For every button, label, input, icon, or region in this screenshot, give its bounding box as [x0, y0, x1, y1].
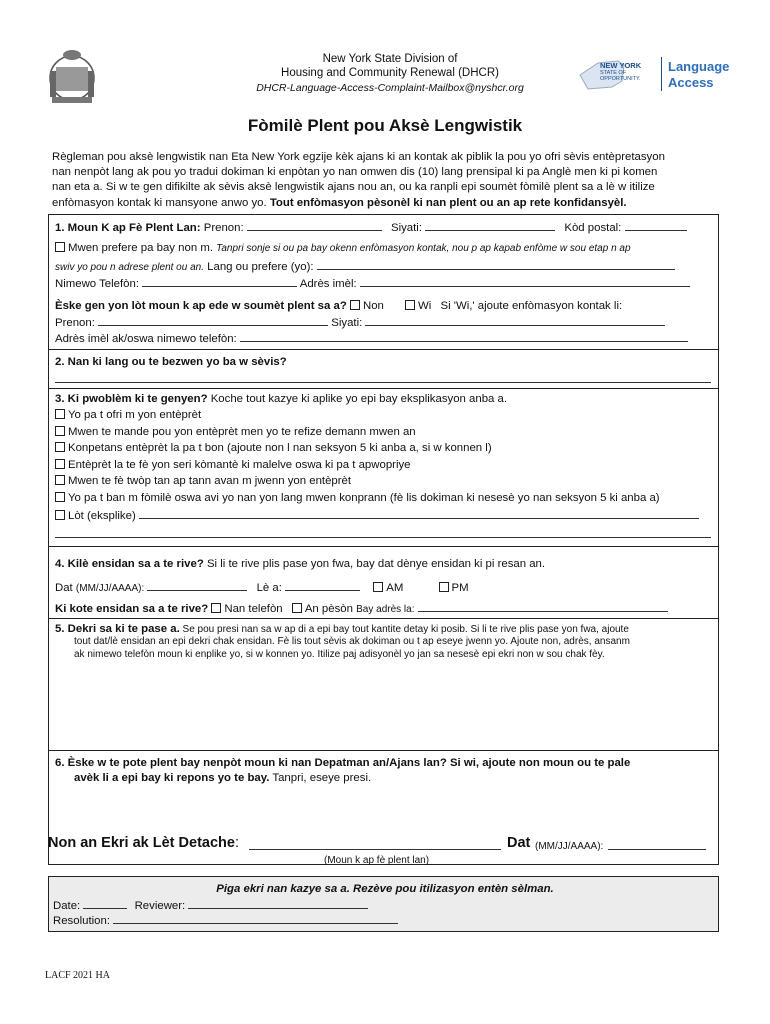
section6-question: avèk li a epi bay ki repons yo te bay.	[74, 772, 270, 784]
section3-title: 3. Ki pwoblèm ki te genyen?	[55, 393, 208, 405]
anonymous-note: Tanpri sonje si ou pa bay okenn enfòmasyon kontak, nou p ap kapab enfòme w sou etap n ap	[216, 243, 631, 254]
address-field[interactable]	[418, 601, 668, 612]
problem-option-label: Mwen te fè twòp tan ap tann avan m jwenn yon entèprèt	[68, 475, 352, 487]
am-label: AM	[386, 582, 404, 594]
section4-title: 4. Kilè ensidan sa a te rive?	[55, 558, 204, 570]
signature-date-label: Dat	[507, 835, 531, 851]
logo-sub2: OPPORTUNITY.	[600, 76, 641, 82]
last-name-field[interactable]	[425, 220, 555, 231]
language-preference-field[interactable]	[317, 259, 675, 270]
nys-seal-image	[42, 45, 102, 107]
section1-row7	[55, 331, 688, 346]
intro-line-3: nan eta a. Si w te gen difikilte ak sèvis aksè lengwistik ajans nou an, ou ka ranpli epi soumèt fòmilè plent sa a lè w itilize	[52, 181, 655, 194]
email-label: Adrès imèl:	[299, 278, 357, 290]
section5-instruction-3: ak nimewo telefòn moun ki enplike yo, si w konnen yo. Itilize paj adisyonèl yo jan sa nesesè epi ekri non w sou chak fèy.	[74, 649, 605, 660]
problem-option[interactable]	[55, 458, 411, 472]
language-preference-label: Lang ou prefere (yo):	[207, 261, 314, 273]
phone-label: Nimewo Telefòn:	[55, 278, 139, 290]
problem-option-label: Mwen te mande pou yon entèprèt men yo te refize demann mwen an	[68, 426, 416, 438]
section-divider	[48, 618, 719, 619]
incident-date-label: Dat	[55, 582, 73, 594]
section3-heading	[55, 392, 507, 406]
section6-instruction: Tanpri, eseye presi.	[269, 772, 372, 784]
office-row1	[53, 898, 368, 913]
intro-line-4-text: enfòmasyon kontak ki mansyone anwo yo.	[52, 196, 270, 209]
description-area[interactable]	[52, 664, 714, 746]
problem-checkbox[interactable]	[55, 409, 65, 419]
last-name-label: Siyati:	[390, 222, 423, 234]
problem-option[interactable]	[55, 474, 351, 488]
email-field[interactable]	[360, 276, 690, 287]
agency-email: DHCR-Language-Access-Complaint-Mailbox@nyshcr.org	[256, 82, 524, 94]
intro-line-4	[52, 196, 732, 211]
section1-row6	[55, 315, 665, 330]
pm-label: PM	[451, 582, 469, 594]
helper-last-name-field[interactable]	[365, 315, 665, 326]
problem-checkbox[interactable]	[55, 426, 65, 436]
section4-instruction: Si li te rive plis pase yon fwa, bay dat dènye ensidan ki pi resan an.	[203, 558, 546, 570]
problem-option-label: Yo pa t ofri m yon entèprèt	[68, 409, 202, 421]
signature-row: Non an Ekri ak Lèt Detache:	[48, 835, 239, 851]
helper-last-name-label: Siyati:	[331, 317, 363, 329]
incident-date-field[interactable]	[147, 580, 247, 591]
problem-checkbox[interactable]	[55, 492, 65, 502]
section-divider	[48, 546, 719, 547]
logo-state: NEW YORK	[600, 61, 642, 70]
section1-row1	[55, 220, 687, 235]
logo-sub1: STATE OF	[600, 70, 627, 76]
signature-date-field[interactable]	[608, 849, 706, 850]
problem-checkbox[interactable]	[55, 459, 65, 469]
helper-question: Èske gen yon lòt moun k ap ede w soumèt plent sa a?	[55, 300, 347, 312]
section-divider	[48, 750, 719, 751]
problem-option[interactable]	[55, 508, 699, 523]
helper-contact-label: Adrès imèl ak/oswa nimewo telefòn:	[55, 333, 237, 345]
problem-option-label: Lòt (eksplike)	[68, 510, 136, 522]
section1-heading: 1. Moun K ap Fè Plent Lan:	[55, 222, 201, 234]
intro-line-1: Règleman pou aksè lengwistik nan Eta New York egzije kèk ajans ki an kontak ak piblik la pou yo ofri sèvis entèpretasyon	[52, 151, 665, 163]
problem-option-label: Konpetans entèprèt la pa t bon (ajoute non l nan seksyon 5 ki anba a, si w konnen l)	[68, 442, 492, 454]
other-explain-field-2[interactable]	[55, 537, 711, 538]
confidential-notice: Tout enfòmasyon pèsonèl ki nan plent ou an ap rete konfidansyèl.	[269, 196, 627, 209]
section4-row3	[55, 601, 668, 617]
address-label: Bay adrès la:	[356, 604, 415, 615]
printed-name-field[interactable]	[249, 849, 501, 850]
form-title: Fòmilè Plent pou Aksè Lengwistik	[247, 116, 523, 135]
section5-instruction-1: Se pou presi nan sa w ap di a epi bay tout kantite detay ki posib. Si li te rive plis pase yon fwa, ajoute	[179, 624, 629, 635]
section2-answer-field[interactable]	[55, 382, 711, 383]
problem-option[interactable]	[55, 408, 201, 422]
helper-contact-field[interactable]	[240, 331, 688, 342]
intro-line-2: nan nenpòt lang ak pou yo tradui dokiman ki enpòtan yo nan omwen dis (10) lang prensipal ki pa Anglè men ki pi komen	[52, 166, 658, 179]
section-divider	[48, 388, 719, 389]
section4-row2	[55, 580, 469, 596]
problem-option[interactable]	[55, 441, 492, 455]
in-person-label: An pèsòn	[304, 603, 353, 615]
problem-option[interactable]	[55, 491, 660, 505]
section4-heading	[55, 557, 545, 571]
section5-title: 5. Dekri sa ki te pase a.	[55, 623, 180, 635]
other-explain-field[interactable]	[139, 508, 699, 519]
problem-checkbox[interactable]	[55, 510, 65, 520]
prior-complaint-area[interactable]	[52, 788, 714, 828]
office-resolution-field[interactable]	[113, 913, 398, 924]
problem-option[interactable]	[55, 425, 416, 439]
anonymous-label: Mwen prefere pa bay non m.	[68, 242, 213, 254]
printed-name-label: Non an Ekri ak Lèt Detache	[48, 835, 235, 851]
printed-name-sublabel: (Moun k ap fè plent lan)	[324, 855, 430, 866]
anonymous-checkbox[interactable]	[55, 242, 65, 252]
helper-yes-instruction: Si 'Wi,' ajoute enfòmasyon kontak li:	[440, 300, 623, 312]
office-resolution-label: Resolution:	[53, 915, 110, 927]
problem-option-label: Entèprèt la te fè yon seri kòmantè ki malelve oswa ki pa t apwopriye	[68, 459, 411, 471]
office-date-label: Date:	[53, 900, 81, 912]
helper-first-name-field[interactable]	[98, 315, 328, 326]
problem-checkbox[interactable]	[55, 475, 65, 485]
zip-field[interactable]	[625, 220, 687, 231]
logo-text-access: Access	[668, 75, 714, 90]
incident-time-field[interactable]	[285, 580, 360, 591]
first-name-label: Prenon:	[203, 222, 244, 234]
section-divider	[48, 349, 719, 350]
by-phone-label: Nan telefòn	[224, 603, 283, 615]
section6-line1: 6. Èske w te pote plent bay nenpòt moun ki nan Depatman an/Ajans lan? Si wi, ajoute non moun ou te pale	[55, 757, 631, 769]
section1-row3	[55, 259, 675, 275]
section1-row4	[55, 276, 690, 291]
in-person-checkbox[interactable]	[292, 603, 302, 613]
office-reviewer-label: Reviewer:	[134, 900, 186, 912]
intro-paragraph	[52, 150, 732, 211]
section1-row2	[55, 241, 631, 256]
helper-yes-checkbox[interactable]	[405, 300, 415, 310]
section6-line2	[74, 771, 371, 785]
incident-time-label: Lè a:	[256, 582, 282, 594]
signature-date-format: (MM/JJ/AAAA):	[535, 841, 604, 852]
section3-instruction: Koche tout kazye ki aplike yo epi bay eksplikasyon anba a.	[207, 393, 508, 405]
anonymous-note-2: swiv yo pou n adrese plent ou an.	[55, 262, 204, 273]
incident-location-label: Ki kote ensidan sa a te rive?	[55, 603, 209, 615]
incident-date-format: (MM/JJ/AAAA):	[75, 583, 145, 594]
am-checkbox[interactable]	[373, 582, 383, 592]
logo-text-language: Language	[668, 59, 730, 74]
problem-option-label: Yo pa t ban m fòmilè oswa avi yo nan yon lang mwen konprann (fè lis dokiman ki nesesè yo nan seksyon 5 ki anba a)	[68, 492, 660, 504]
helper-first-name-label: Prenon:	[55, 317, 95, 329]
office-reviewer-field[interactable]	[188, 898, 368, 909]
helper-no-label: Non	[362, 300, 384, 312]
language-access-logo	[578, 55, 738, 95]
phone-field[interactable]	[142, 276, 297, 287]
logo-divider	[661, 57, 662, 91]
zip-label: Kòd postal:	[564, 222, 622, 234]
helper-no-checkbox[interactable]	[350, 300, 360, 310]
office-row2	[53, 913, 398, 928]
section5-instruction-2: tout dat/lè ensidan an epi dekri chak ensidan. Fè lis tout sèvis ak dokiman ou t ap eseye jwenn yo. Ajoute non, adrès, ansanm	[74, 636, 630, 647]
problem-checkbox[interactable]	[55, 442, 65, 452]
form-code: LACF 2021 HA	[45, 970, 111, 981]
agency-name-line2: Housing and Community Renewal (DHCR)	[281, 67, 499, 79]
first-name-field[interactable]	[247, 220, 382, 231]
section1-row5	[55, 299, 622, 313]
pm-checkbox[interactable]	[439, 582, 449, 592]
by-phone-checkbox[interactable]	[211, 603, 221, 613]
office-date-field[interactable]	[83, 898, 127, 909]
agency-name-line1: New York State Division of	[322, 53, 458, 65]
helper-yes-label: Wi	[418, 300, 432, 312]
office-use-heading: Piga ekri nan kazye sa a. Rezève pou itilizasyon entèn sèlman.	[216, 883, 554, 895]
section2-heading: 2. Nan ki lang ou te bezwen yo ba w sèvis?	[55, 356, 287, 368]
